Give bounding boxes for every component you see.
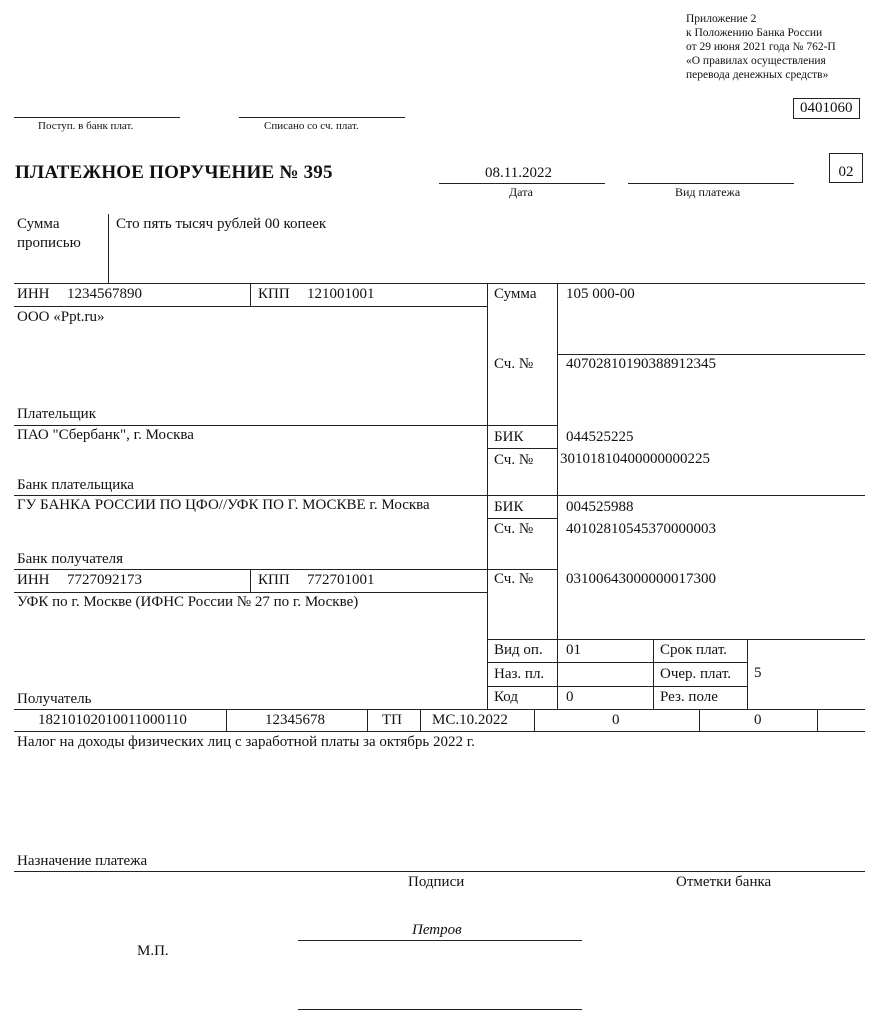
amount-words-label-1: Сумма bbox=[17, 216, 60, 232]
payer-bottom-line bbox=[14, 425, 557, 426]
payer-account-label: Сч. № bbox=[494, 356, 534, 372]
signatures-label: Подписи bbox=[408, 874, 465, 890]
order-value: 5 bbox=[754, 665, 762, 681]
amount-words-value: Сто пять тысяч рублей 00 копеек bbox=[116, 216, 327, 232]
payer-inn: 1234567890 bbox=[67, 286, 142, 302]
sum-label: Сумма bbox=[494, 286, 537, 302]
tax-divider-6 bbox=[817, 709, 818, 731]
date-label: Дата bbox=[509, 185, 533, 199]
purpose-code-label: Наз. пл. bbox=[494, 666, 545, 682]
received-label: Поступ. в банк плат. bbox=[38, 120, 134, 132]
due-date-label: Срок плат. bbox=[660, 642, 728, 658]
details-divider-2 bbox=[747, 639, 748, 709]
payment-date: 08.11.2022 bbox=[485, 165, 552, 181]
payee-inn: 7727092173 bbox=[67, 572, 142, 588]
payee-kpp: 772701001 bbox=[307, 572, 375, 588]
payee-name: УФК по г. Москве (ИФНС России № 27 по г. Москве) bbox=[17, 594, 359, 610]
payee-inn-line bbox=[14, 592, 487, 593]
doc-number-value: 0 bbox=[612, 712, 620, 728]
payer-inn-line bbox=[14, 306, 487, 307]
signature-line-2 bbox=[298, 1009, 582, 1010]
inn-kpp-divider-payer bbox=[250, 283, 251, 306]
tax-divider-5 bbox=[699, 709, 700, 731]
appendix-line-1: Приложение 2 bbox=[686, 13, 757, 25]
payee-role-label: Получатель bbox=[17, 691, 92, 707]
appendix-note bbox=[686, 12, 836, 82]
payer-role-label: Плательщик bbox=[17, 406, 96, 422]
payer-name: ООО «Ppt.ru» bbox=[17, 309, 105, 325]
tax-divider-1 bbox=[226, 709, 227, 731]
payment-type-label: Вид платежа bbox=[675, 185, 741, 199]
payment-type-line bbox=[628, 183, 794, 184]
tax-divider-4 bbox=[534, 709, 535, 731]
tax-divider-3 bbox=[420, 709, 421, 731]
payer-account: 40702810190388912345 bbox=[566, 356, 716, 372]
signer-name: Петров bbox=[412, 922, 462, 938]
code-label: Код bbox=[494, 689, 518, 705]
reserve-label: Рез. поле bbox=[660, 689, 718, 705]
bank-marks-label: Отметки банка bbox=[676, 874, 772, 890]
appendix-line-5: перевода денежных средств» bbox=[686, 69, 829, 81]
col-line-mid bbox=[487, 283, 488, 709]
details-top-line bbox=[487, 639, 865, 640]
appendix-line-4: «О правилах осуществления bbox=[686, 55, 826, 67]
oktmo-value: 12345678 bbox=[265, 712, 325, 728]
purpose-bottom-line bbox=[14, 871, 865, 872]
basis-value: ТП bbox=[382, 712, 402, 728]
payee-inn-label: ИНН bbox=[17, 572, 50, 588]
payee-bank-bottom-line bbox=[14, 569, 557, 570]
payer-bank-bottom-line bbox=[14, 495, 865, 496]
details-row-line-2 bbox=[487, 686, 747, 687]
payer-bik-line bbox=[487, 448, 557, 449]
payee-bank-name: ГУ БАНКА РОССИИ ПО ЦФО//УФК ПО Г. МОСКВЕ г. Москва bbox=[17, 497, 430, 513]
op-type-label: Вид оп. bbox=[494, 642, 543, 658]
payee-bank-bik-label: БИК bbox=[494, 499, 524, 515]
appendix-line-2: к Положению Банка России bbox=[686, 27, 823, 39]
appendix-line-3: от 29 июня 2021 года № 762-П bbox=[686, 41, 836, 53]
payee-bank-bik: 004525988 bbox=[566, 499, 634, 515]
inn-kpp-divider-payee bbox=[250, 569, 251, 592]
payer-bank-role-label: Банк плательщика bbox=[17, 477, 134, 493]
debited-label: Списано со сч. плат. bbox=[264, 120, 359, 132]
op-type-value: 01 bbox=[566, 642, 581, 658]
purpose-text: Налог на доходы физических лиц с заработной платы за октябрь 2022 г. bbox=[17, 734, 475, 750]
payee-bank-account: 40102810545370000003 bbox=[566, 521, 716, 537]
page-title: ПЛАТЕЖНОЕ ПОРУЧЕНИЕ № 395 bbox=[15, 162, 333, 183]
row-line-top bbox=[14, 283, 865, 284]
payer-kpp: 121001001 bbox=[307, 286, 375, 302]
payee-kpp-label: КПП bbox=[258, 572, 290, 588]
payer-bank-bik-label: БИК bbox=[494, 429, 524, 445]
details-row-line-1 bbox=[487, 662, 747, 663]
code-value: 0 bbox=[566, 689, 574, 705]
received-line bbox=[14, 117, 180, 118]
sum-value: 105 000-00 bbox=[566, 286, 635, 302]
tax-divider-2 bbox=[367, 709, 368, 731]
form-code: 0401060 bbox=[793, 98, 860, 119]
stamp-label: М.П. bbox=[137, 943, 169, 959]
period-value: МС.10.2022 bbox=[432, 712, 508, 728]
amount-words-label-2: прописью bbox=[17, 235, 81, 251]
payer-account-line bbox=[557, 354, 865, 355]
payer-bank-account: 30101810400000000225 bbox=[560, 451, 710, 467]
payer-kpp-label: КПП bbox=[258, 286, 290, 302]
payer-bank-name: ПАО "Сбербанк", г. Москва bbox=[17, 427, 194, 443]
payer-inn-label: ИНН bbox=[17, 286, 50, 302]
purpose-label: Назначение платежа bbox=[17, 853, 148, 869]
debited-line bbox=[239, 117, 405, 118]
details-divider-1 bbox=[653, 639, 654, 709]
kbk-value: 18210102010011000110 bbox=[38, 712, 187, 728]
payee-account-label: Сч. № bbox=[494, 571, 534, 587]
signature-line-1 bbox=[298, 940, 582, 941]
order-label: Очер. плат. bbox=[660, 666, 731, 682]
payee-account: 03100643000000017300 bbox=[566, 571, 716, 587]
payee-bank-role-label: Банк получателя bbox=[17, 551, 124, 567]
col-line-right bbox=[557, 283, 558, 709]
date-line bbox=[439, 183, 605, 184]
doc-date-value: 0 bbox=[754, 712, 762, 728]
tax-row-top-line bbox=[14, 709, 865, 710]
payer-bank-account-label: Сч. № bbox=[494, 452, 534, 468]
amount-words-divider bbox=[108, 214, 109, 284]
payee-bik-line bbox=[487, 518, 557, 519]
payer-bank-bik: 044525225 bbox=[566, 429, 634, 445]
payee-bank-account-label: Сч. № bbox=[494, 521, 534, 537]
status-code-box: 02 bbox=[829, 153, 863, 183]
tax-row-bottom-line bbox=[14, 731, 865, 732]
